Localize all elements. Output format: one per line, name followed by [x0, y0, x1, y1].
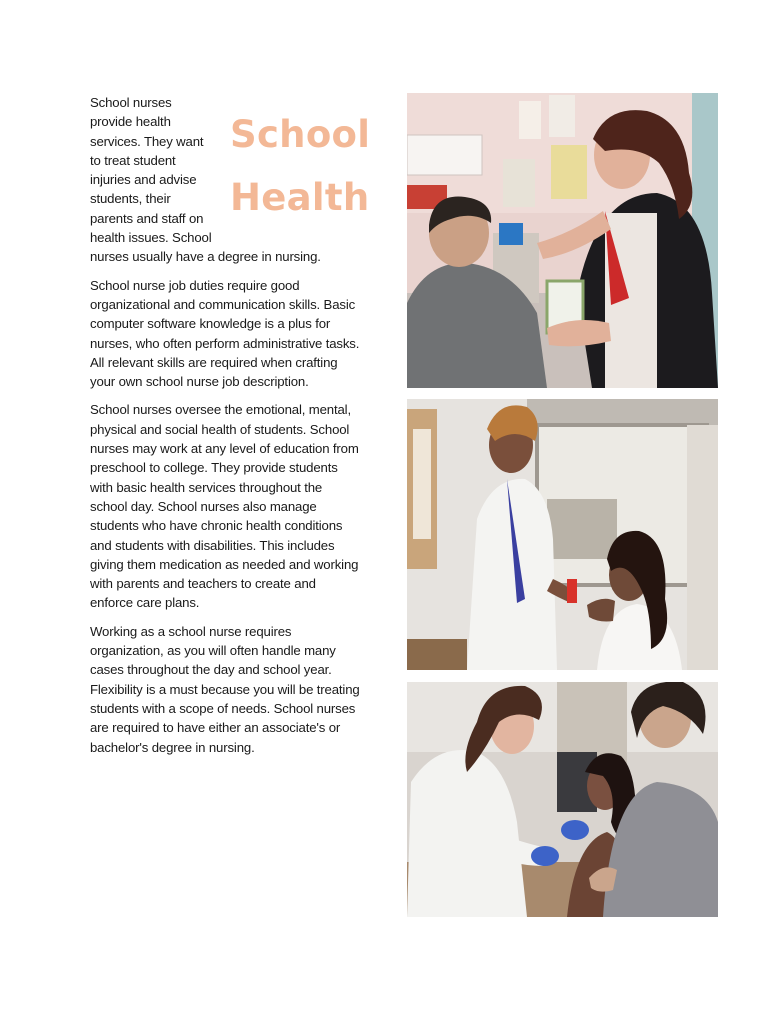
- title-line-2: Health: [230, 176, 370, 219]
- paragraph-1: School nurses provide health services. They want to treat student injuries and advise students, their parents and staff on health issues. School nurses usually have a degree in nursing.: [90, 95, 321, 265]
- photo-nurse-inhaler: [407, 399, 718, 670]
- article-column: [90, 93, 371, 766]
- paragraph-2: School nurse job duties require good organizational and communication skills. Basic computer software knowledge is a plus for nurses, who often perform administrative tasks. All relevant skills are required when crafting your own school nurse job description.: [90, 277, 360, 390]
- title-line-1: School: [230, 113, 371, 156]
- photo-nurse-throat-check: [407, 93, 718, 388]
- paragraph-3: School nurses oversee the emotional, mental, physical and social health of students. School nurses may work at any level of education from preschool to college. They provide students with basic health services throughout the school day. School nurses also manage students who have chronic health conditions and students with disabilities. This includes giving them medication as needed and working with parents and teachers to create and enforce care plans.: [90, 402, 359, 611]
- photo-nurse-vaccination: [407, 682, 718, 917]
- paragraph-4: Working as a school nurse requires organization, as you will often handle many cases throughout the day and school year. Flexibility is a must because you will be treating students with a scope of needs. School nurses are required to have either an associate's or bachelor's degree in nursing.: [90, 623, 360, 755]
- page-title: [212, 103, 371, 229]
